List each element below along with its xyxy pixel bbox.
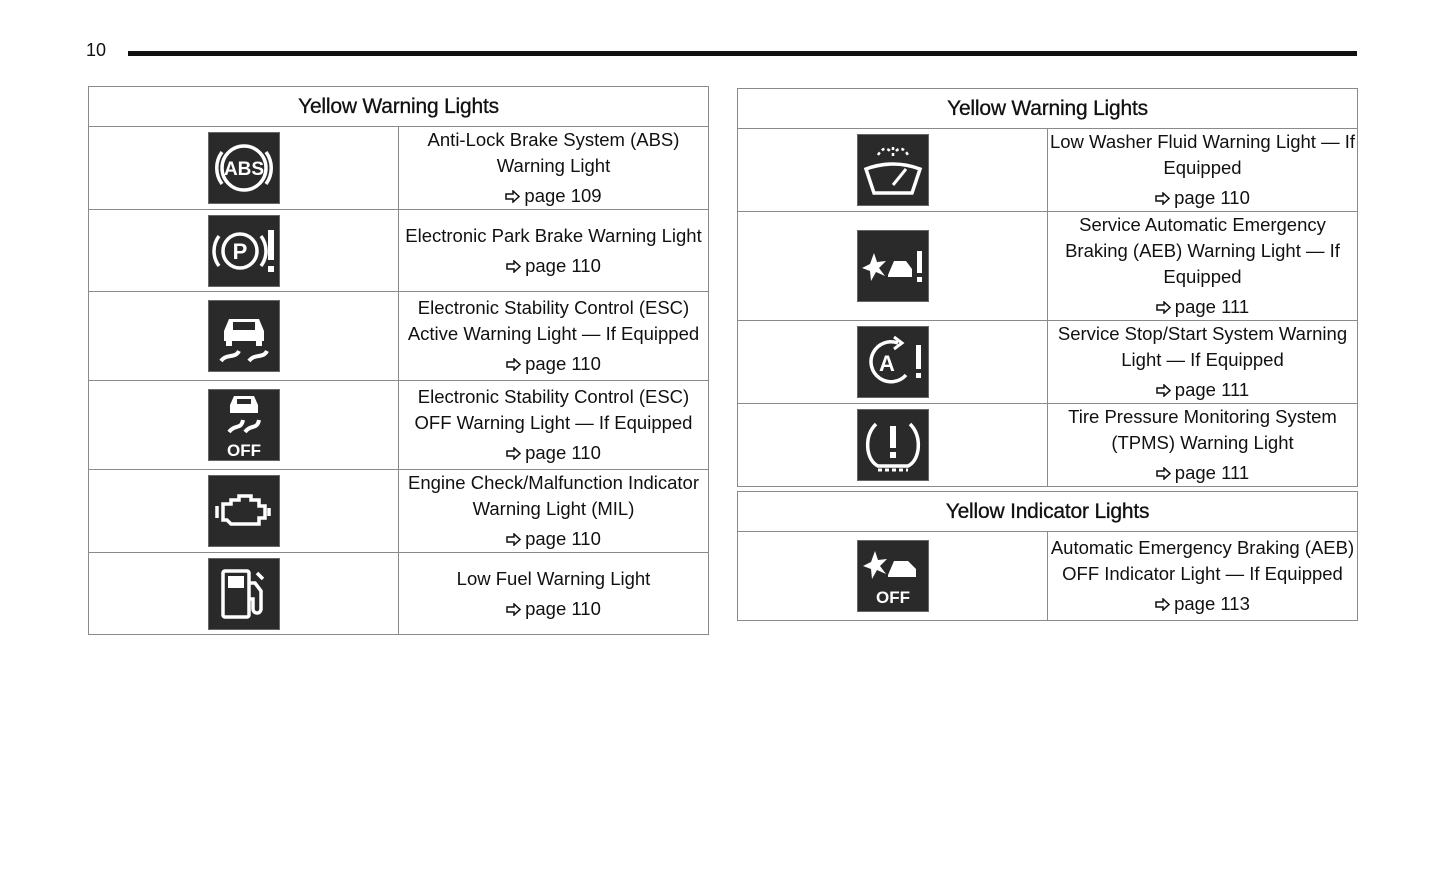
svg-text:A: A [878,351,895,376]
engine-check-icon [208,475,280,547]
table-row [89,292,709,381]
page-reference[interactable] [399,351,708,377]
table-row [738,212,1358,321]
table-row [89,381,709,470]
page-reference[interactable] [399,596,708,622]
page-reference[interactable] [399,440,708,466]
light-label: Automatic Emergency Braking (AEB) OFF Indicator Light — If Equipped [1050,537,1355,584]
yellow-indicator-lights-table [737,491,1358,621]
arrow-right-icon [1155,598,1170,611]
yellow-warning-lights-table-right [737,88,1358,487]
yellow-warning-lights-table-left [88,86,709,635]
page-reference-label: page 110 [525,597,601,619]
table-row [738,129,1358,212]
light-label: Service Automatic Emergency Braking (AEB) Warning Light — If Equipped [1065,214,1340,287]
page-reference-label: page 111 [1174,296,1250,317]
table-row [89,210,709,292]
table-row [89,553,709,635]
arrow-right-icon [506,603,521,616]
icon-text: OFF [875,588,910,607]
arrow-right-icon [506,260,521,273]
tpms-warning-icon [857,409,929,481]
page-reference[interactable] [1048,185,1357,211]
table-title: Yellow Indicator Lights [738,492,1358,532]
light-label: Low Fuel Warning Light [456,567,651,589]
page-reference-label: page 109 [524,185,602,206]
light-label: Tire Pressure Monitoring System (TPMS) Warning Light [1068,406,1337,453]
table-row [738,404,1358,487]
icon-text: OFF [226,441,261,460]
stop-start-warning-icon [857,326,929,398]
light-label: Service Stop/Start System Warning Light — If Equipped [1057,323,1348,370]
table-title: Yellow Warning Lights [738,89,1358,129]
light-label: Anti-Lock Brake System (ABS) Warning Light [427,129,680,176]
table-row [738,321,1358,404]
arrow-right-icon [506,533,521,546]
park-brake-warning-icon [208,215,280,287]
svg-text:P: P [232,238,247,264]
table-title: Yellow Warning Lights [89,87,709,127]
arrow-right-icon [506,447,521,460]
aeb-service-icon [857,230,929,302]
page-reference[interactable] [1048,591,1357,617]
page-reference[interactable] [1048,460,1357,486]
table-row [738,532,1358,621]
header-rule [128,51,1357,56]
arrow-right-icon [506,358,521,371]
arrow-right-icon [1156,384,1171,397]
page-reference-label: page 110 [525,254,601,276]
esc-active-icon [208,300,280,372]
page-reference-label: page 110 [525,528,601,549]
page-reference-label: page 110 [525,353,601,374]
page-reference-label: page 110 [525,442,601,463]
page-reference[interactable] [1048,377,1357,403]
table-row [89,127,709,210]
page-reference[interactable] [399,526,708,552]
arrow-right-icon [1156,301,1171,314]
light-label: Electronic Park Brake Warning Light [405,224,702,246]
low-fuel-icon [208,558,280,630]
arrow-right-icon [505,190,520,203]
aeb-off-icon [857,540,929,612]
table-row [89,470,709,553]
light-label: Electronic Stability Control (ESC) Active Warning Light — If Equipped [407,297,700,344]
page-reference[interactable] [399,183,708,209]
page-reference[interactable] [1048,294,1357,320]
esc-off-icon [208,389,280,461]
page-reference-label: page 113 [1174,593,1250,614]
page-reference-label: page 111 [1174,462,1250,483]
page-reference[interactable] [399,253,708,279]
washer-fluid-icon [857,134,929,206]
light-label: Low Washer Fluid Warning Light — If Equipped [1049,131,1356,178]
svg-text:ABS: ABS [223,159,264,180]
light-label: Electronic Stability Control (ESC) OFF Warning Light — If Equipped [414,386,693,433]
arrow-right-icon [1156,467,1171,480]
light-label: Engine Check/Malfunction Indicator Warning Light (MIL) [407,472,700,519]
abs-warning-icon [208,132,280,204]
page-reference-label: page 110 [1174,187,1250,208]
page-number: 10 [86,40,107,60]
page-reference-label: page 111 [1174,379,1250,400]
arrow-right-icon [1155,192,1170,205]
